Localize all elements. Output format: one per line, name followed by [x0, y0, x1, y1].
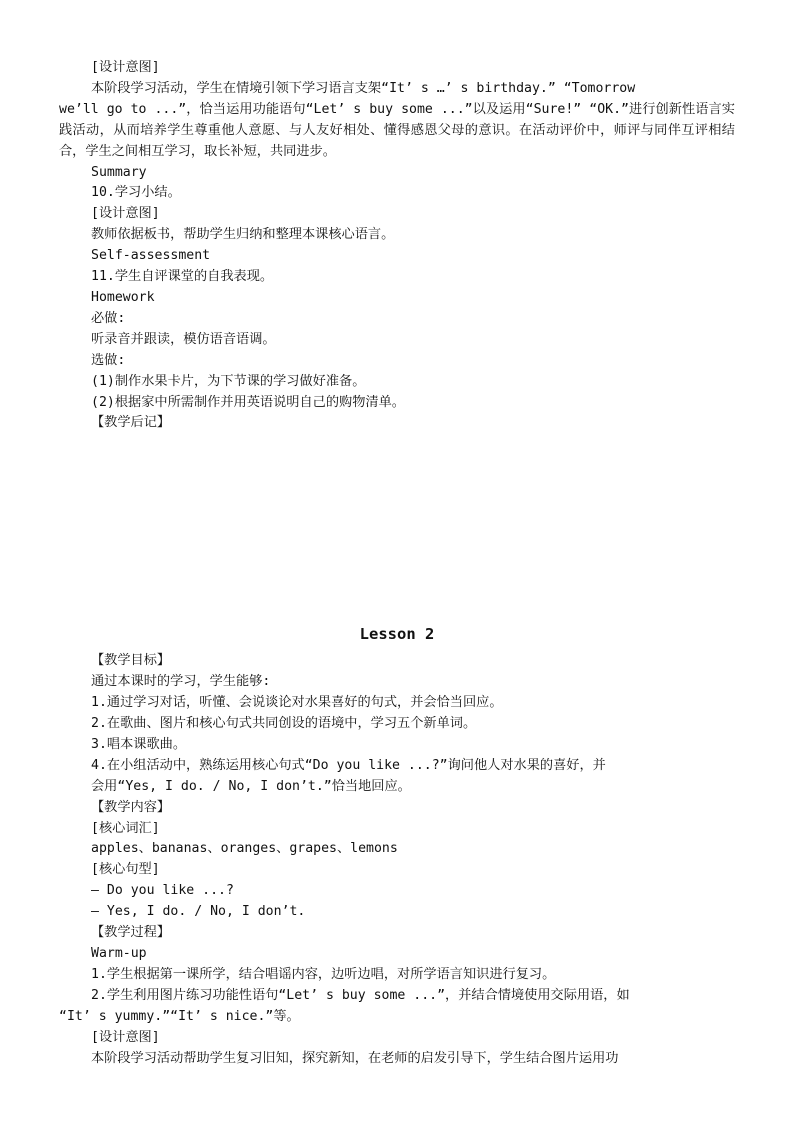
design-intent-label-2: [设计意图]: [91, 206, 160, 222]
summary-heading: Summary: [91, 164, 147, 180]
warmup-step-1: 1.学生根据第一课所学，结合唱谣内容，边听边唱，对所学语言知识进行复习。: [91, 966, 556, 982]
goal-4: 4.在小组活动中，熟练运用核心句式“Do you like ...?”询问他人对水果的喜好，并: [91, 757, 606, 773]
vocab-label: [核心词汇]: [91, 820, 160, 836]
design-intent-line: 本阶段学习活动，学生在情境引领下学习语言支架“It’ s …’ s birthday.” “Tomorrow: [91, 80, 636, 96]
document-page: [59, 58, 735, 1069]
goal-3: 3.唱本课歌曲。: [91, 736, 187, 752]
step-11: 11.学生自评课堂的自我表现。: [91, 269, 274, 285]
pattern-1: — Do you like ...?: [91, 883, 234, 899]
design-intent-label-3: [设计意图]: [91, 1029, 160, 1045]
goal-1: 1.通过学习对话，听懂、会说谈论对水果喜好的句式，并会恰当回应。: [91, 695, 503, 711]
optional-item-2: (2)根据家中所需制作并用英语说明自己的购物清单。: [91, 394, 405, 410]
homework-heading: Homework: [91, 289, 155, 305]
required-label: 必做:: [91, 310, 126, 326]
required-text: 听录音并跟读，模仿语音语调。: [91, 331, 276, 347]
pattern-label: [核心句型]: [91, 862, 160, 878]
lesson-title: Lesson 2: [359, 625, 435, 644]
optional-label: 选做:: [91, 352, 126, 368]
content-heading: 【教学内容】: [91, 799, 171, 815]
goal-4-continued: 会用“Yes, I do. / No, I don’t.”恰当地回应。: [91, 778, 411, 794]
goals-intro: 通过本课时的学习，学生能够:: [91, 674, 271, 690]
self-assessment-heading: Self-assessment: [91, 248, 211, 264]
goal-2: 2.在歌曲、图片和核心句式共同创设的语境中，学习五个新单词。: [91, 716, 477, 732]
design-intent-text-3: 本阶段学习活动帮助学生复习旧知，探究新知，在老师的启发引导下，学生结合图片运用功: [91, 1050, 619, 1066]
warmup-step-2-continued: “It’ s yummy.”“It’ s nice.”等。: [59, 1008, 300, 1024]
optional-item-1: (1)制作水果卡片，为下节课的学习做好准备。: [91, 373, 366, 389]
design-intent-paragraph: we’ll go to ...”，恰当运用功能语句“Let’ s buy some ...”以及运用“Sure!” “OK.”进行创新性语言实践活动，从而培养学生尊重他人意愿、与人友好相处、懂得感恩父母的意识。在活动评价中，师评与同伴互评相结合，学生之间相互学习，取长补短，共同进步。: [59, 101, 735, 159]
step-10: 10.学习小结。: [91, 185, 181, 201]
warmup-step-2: 2.学生利用图片练习功能性语句“Let’ s buy some ...”，并结合情境使用交际用语，如: [91, 987, 630, 1003]
warmup-heading: Warm-up: [91, 946, 147, 961]
blank-space: [59, 434, 735, 615]
pattern-2: — Yes, I do. / No, I don’t.: [91, 904, 306, 920]
design-intent-text-2: 教师依据板书，帮助学生归纳和整理本课核心语言。: [91, 227, 395, 243]
goals-heading: 【教学目标】: [91, 653, 171, 669]
design-intent-label: [设计意图]: [91, 60, 160, 75]
vocab-list: apples、bananas、oranges、grapes、lemons: [91, 841, 398, 857]
process-heading: 【教学过程】: [91, 925, 171, 941]
teaching-postscript-heading: 【教学后记】: [91, 415, 171, 431]
